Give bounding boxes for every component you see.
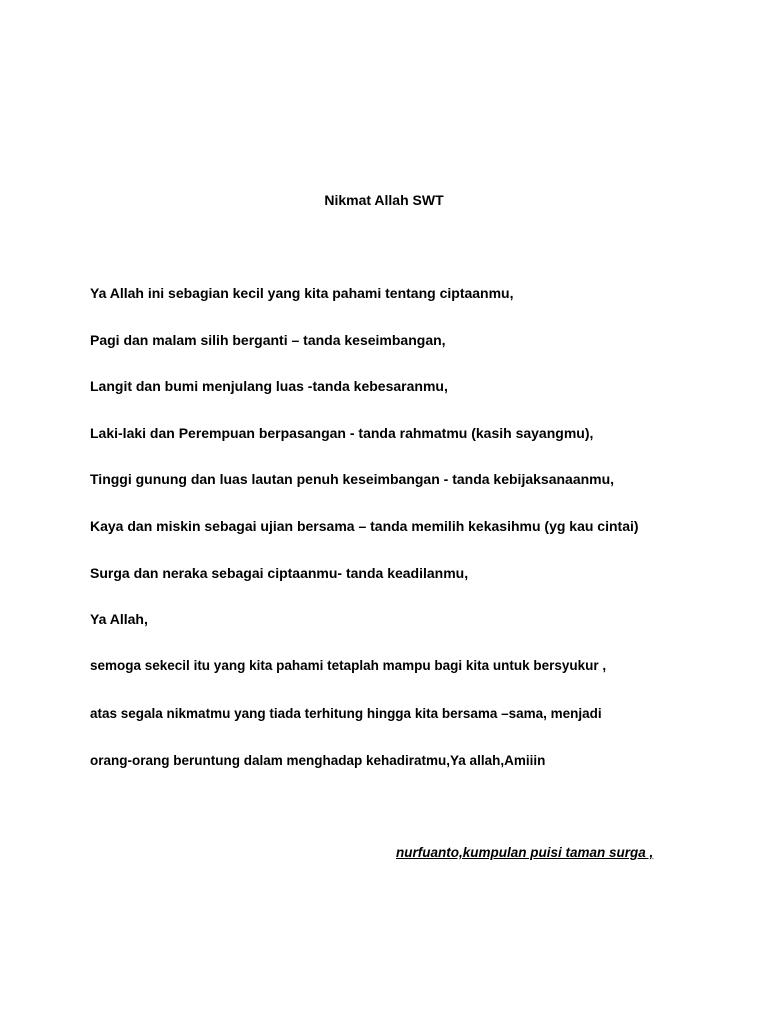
- poem-title: Nikmat Allah SWT: [324, 192, 444, 208]
- poem-line: Ya Allah,: [90, 611, 148, 627]
- poem-line: Langit dan bumi menjulang luas -tanda kebesaranmu,: [90, 378, 448, 394]
- poem-line: Surga dan neraka sebagai ciptaanmu- tanda keadilanmu,: [90, 565, 469, 581]
- poem-line: Ya Allah ini sebagian kecil yang kita pahami tentang ciptaanmu,: [90, 285, 514, 301]
- poem-line: semoga sekecil itu yang kita pahami tetaplah mampu bagi kita untuk bersyukur ,: [90, 658, 607, 673]
- poem-line: Pagi dan malam silih berganti – tanda keseimbangan,: [90, 332, 446, 348]
- signature-credit: nurfuanto,kumpulan puisi taman surga ,: [396, 845, 654, 860]
- poem-line: atas segala nikmatmu yang tiada terhitung hingga kita bersama –sama, menjadi: [90, 706, 602, 721]
- poem-line: Tinggi gunung dan luas lautan penuh keseimbangan - tanda kebijaksanaanmu,: [90, 471, 615, 487]
- poem-line: Laki-laki dan Perempuan berpasangan - tanda rahmatmu (kasih sayangmu),: [90, 425, 594, 441]
- poem-line: orang-orang beruntung dalam menghadap kehadiratmu,Ya allah,Amiiin: [90, 753, 546, 768]
- poem-line: Kaya dan miskin sebagai ujian bersama – tanda memilih kekasihmu (yg kau cintai): [90, 518, 639, 534]
